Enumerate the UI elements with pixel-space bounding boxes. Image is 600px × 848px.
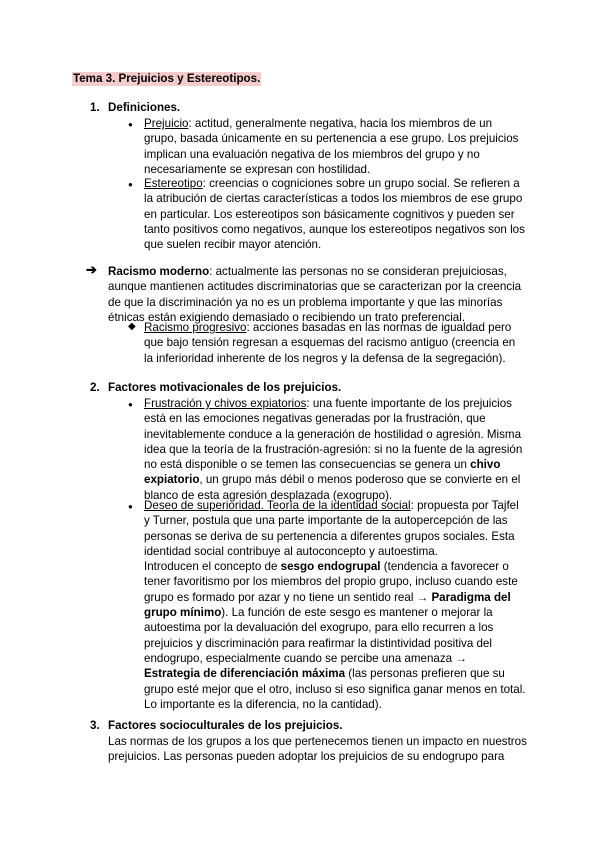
text-racismo-progresivo: : acciones basadas en las normas de igualdad pero que bajo tensión regresan a esquemas del racismo antiguo (creencia en la inferioridad inherente de los negros y la defensa de la segregación). — [144, 321, 516, 365]
term-estereotipo: Estereotipo — [144, 177, 203, 190]
term-racismo-moderno: Racismo moderno — [108, 265, 210, 278]
term-prejuicio: Prejuicio — [144, 117, 189, 130]
text-deseo-superioridad: : propuesta por Tajfel y Turner, postula que una parte importante de la autopercepción de las personas se deriva de su pertenencia a diferentes grupos sociales. Esta identidad social contribuye al autoconcepto y autoestima. — [144, 499, 519, 558]
text-sesgo-1: Introducen el concepto de — [144, 560, 281, 574]
term-racismo-progresivo: Racismo progresivo — [144, 321, 247, 334]
page-title: Tema 3. Prejuicios y Estereotipos. — [73, 72, 261, 85]
text-prejuicio: : actitud, generalmente negativa, hacia los miembros de un grupo, basada únicamente en su pertenencia a ese grupo. Los prejuicios implican una evaluación negativa de los miembros del grupo y no necesariamente se expresan con hostilidad. — [144, 117, 519, 176]
text-sesgo-2: (tendencia a favorecer o tener favoritismo por los miembros del propio grupo, incluso cuando este grupo es formado por azar y no tiene un sentido real → — [144, 560, 518, 604]
term-deseo-superioridad: Deseo de superioridad. Teoría de la identidad social — [144, 499, 411, 512]
section-1-number: 1. — [90, 101, 100, 114]
text-sesgo-3: ). La función de este sesgo es mantener o mejorar la autoestima por la devaluación del exogrupo, para ello recurren a los prejuicios y discriminación para reafirmar la distintividad positiva del endogrupo, especialmente cuando se percibe una amenaza → — [144, 606, 494, 665]
term-chivo-expiatorio: chivo expiatorio — [144, 458, 501, 487]
definition-prejuicio — [144, 116, 522, 177]
text-sesgo-4: (las personas prefieren que su grupo esté mejor que el otro, incluso si eso significa ganar menos en total. Lo importante es la diferencia, no la cantidad). — [144, 667, 526, 711]
deseo-superioridad — [144, 498, 526, 712]
arrow-icon: ➔ — [86, 262, 97, 277]
definition-estereotipo — [144, 176, 526, 252]
bullet-icon: ● — [128, 400, 133, 409]
bullet-icon: ● — [128, 180, 133, 189]
section-3-text: Las normas de los grupos a los que pertenecemos tienen un impacto en nuestros prejuicios. Las personas pueden adoptar los prejuicios de su endogrupo para — [108, 735, 527, 764]
section-3-heading: Factores socioculturales de los prejuicios. — [108, 719, 343, 732]
bullet-icon: ● — [128, 502, 133, 511]
frustracion-chivos — [144, 396, 526, 503]
text-frustracion-1: : una fuente importante de los prejuicios está en las emociones negativas generadas por la frustración, que inevitablemente conduce a la generación de hostilidad o agresión. Misma idea que la teoría de la frustración-agresión: si no la fuente de la agresión no está disponible o se temen las consecuencias se genera un — [144, 397, 523, 472]
section-2-number: 2. — [90, 381, 100, 394]
racismo-moderno — [108, 264, 524, 325]
diamond-bullet-icon: ◆ — [128, 321, 136, 332]
section-3-number: 3. — [90, 719, 100, 732]
term-estrategia-diferenciacion: Estrategia de diferenciación máxima — [144, 667, 346, 681]
text-racismo-moderno: : actualmente las personas no se consideran prejuiciosas, aunque mantienen actitudes discriminatorias que se caracterizan por la creencia de que la discriminación ya no es un problema importante y que las minorías étnicas están exigiendo demasiado o recibiendo un trato preferencial. — [108, 265, 522, 324]
text-frustracion-2: , un grupo más débil o menos poderoso que se convierte en el blanco de esta agresión desplazada (exogrupo). — [144, 473, 521, 502]
bullet-icon: ● — [128, 120, 133, 129]
section-2-heading: Factores motivacionales de los prejuicios. — [108, 381, 342, 394]
racismo-progresivo — [144, 320, 526, 366]
text-estereotipo: : creencias o cogniciones sobre un grupo social. Se refieren a la atribución de ciertas características a todos los miembros de ese grupo en particular. Los estereotipos son básicamente cognitivos y pueden ser tanto positivos como negativos, aunque los estereotipos negativos son los que suelen recibir mayor atención. — [144, 177, 525, 252]
section-1-heading: Definiciones. — [108, 101, 181, 114]
term-paradigma-grupo-minimo: Paradigma del grupo mínimo — [144, 590, 511, 620]
term-frustracion: Frustración y chivos expiatorios — [144, 397, 307, 410]
term-sesgo-endogrupal: sesgo endogrupal — [280, 560, 381, 574]
